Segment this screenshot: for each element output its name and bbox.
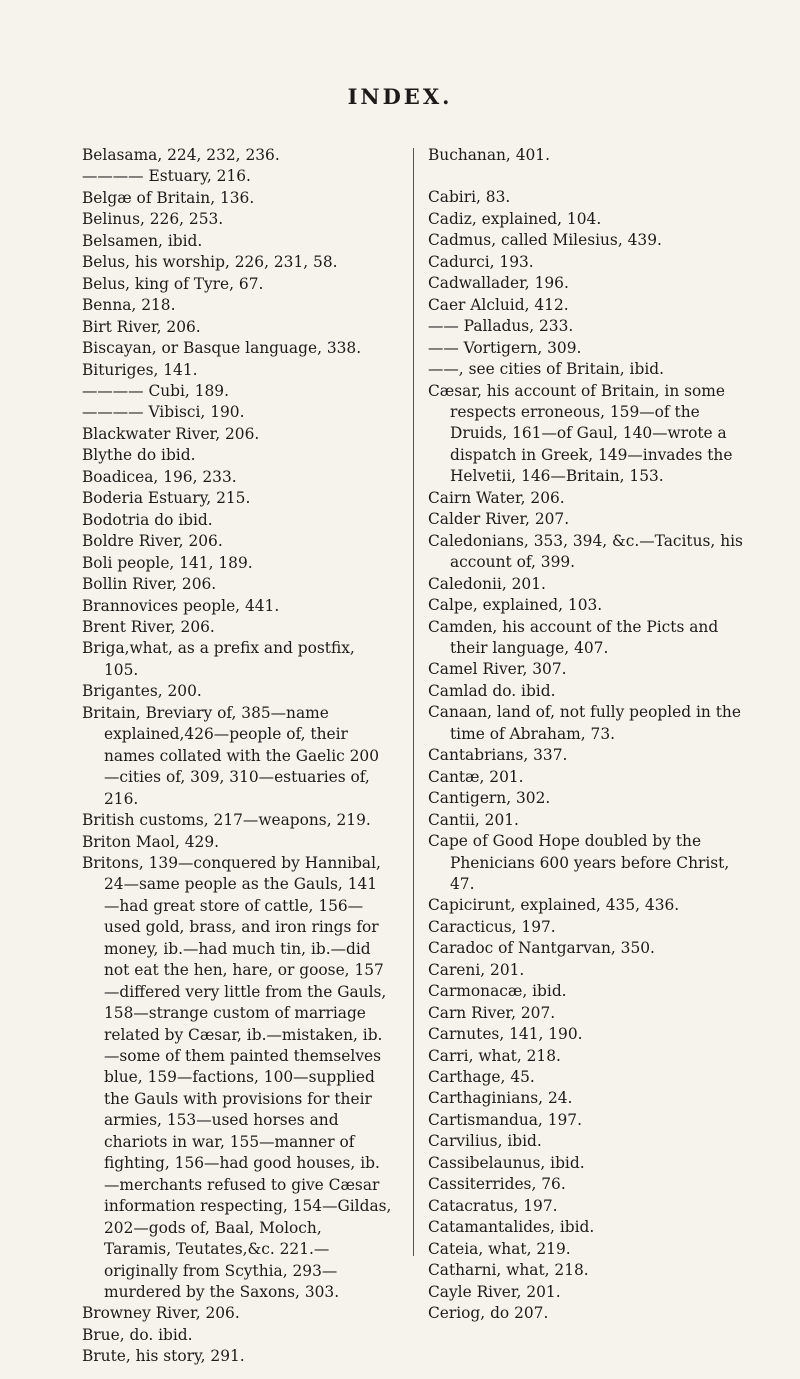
index-entry: Brigantes, 200. (82, 682, 202, 701)
index-entry: Brue, do. ibid. (82, 1325, 193, 1344)
page-title: INDEX. (347, 84, 453, 109)
index-entry: Calder River, 207. (428, 510, 570, 529)
index-entry: Belasama, 224, 232, 236. (82, 146, 280, 164)
index-entry: Blackwater River, 206. (82, 424, 260, 443)
index-entry: Cantigern, 302. (428, 789, 551, 808)
index-entry: —— Palladus, 233. (428, 317, 574, 336)
index-entry: Belus, king of Tyre, 67. (82, 274, 264, 293)
index-entry: Caledonians, 353, 394, &c.—Tacitus, his account of, 399. (428, 531, 743, 572)
index-entry: Belgæ of Britain, 136. (82, 188, 255, 207)
index-entry: Calpe, explained, 103. (428, 596, 603, 615)
index-entry: Carthaginians, 24. (428, 1089, 573, 1108)
index-entry: Capicirunt, explained, 435, 436. (428, 896, 680, 915)
index-entry: Carn River, 207. (428, 1003, 556, 1022)
index-entry: Cape of Good Hope doubled by the Phenicians 600 years before Christ, 47. (428, 832, 730, 893)
index-entry: Cassibelaunus, ibid. (428, 1153, 585, 1172)
index-entry: Ceriog, do 207. (428, 1304, 549, 1323)
index-entry: Boderia Estuary, 215. (82, 489, 251, 508)
index-entry: ——, see cities of Britain, ibid. (428, 360, 664, 379)
index-entry: Catharni, what, 218. (428, 1261, 589, 1280)
index-entry: Brannovices people, 441. (82, 596, 280, 615)
index-entry: Carthage, 45. (428, 1068, 535, 1087)
index-entry: Belinus, 226, 253. (82, 210, 224, 229)
index-entry: Cadurci, 193. (428, 252, 534, 271)
index-entry: Boldre River, 206. (82, 532, 223, 551)
index-entry: Camel River, 307. (428, 660, 567, 679)
index-entry: Cantæ, 201. (428, 767, 524, 786)
index-entry: Brent River, 206. (82, 617, 215, 636)
index-entry: Carmonacæ, ibid. (428, 982, 567, 1001)
index-entry: Cartismandua, 197. (428, 1110, 582, 1129)
index-entry: Cadmus, called Milesius, 439. (428, 231, 662, 250)
index-entry: Cadwallader, 196. (428, 274, 569, 293)
index-entry: Browney River, 206. (82, 1304, 240, 1323)
index-entry: Caledonii, 201. (428, 574, 546, 593)
column-divider (413, 148, 414, 1256)
index-entry: Cantabrians, 337. (428, 746, 568, 765)
index-entry: ———— Estuary, 216. (82, 167, 251, 186)
index-entry: Briton Maol, 429. (82, 832, 220, 851)
index-entry: Benna, 218. (82, 296, 176, 315)
index-entry: British customs, 217—weapons, 219. (82, 811, 371, 830)
index-entry: Biscayan, or Basque language, 338. (82, 339, 362, 358)
index-entry: Belus, his worship, 226, 231, 58. (82, 253, 338, 272)
index-entry: Boli people, 141, 189. (82, 553, 253, 572)
index-entry: Cabiri, 83. (428, 188, 511, 207)
right-column (428, 145, 756, 1324)
index-entry: Cateia, what, 219. (428, 1239, 571, 1258)
index-entry: Camden, his account of the Picts and their language, 407. (428, 617, 719, 657)
index-entry: Britain, Breviary of, 385—name explained,426—people of, their names collated with the Gaelic 200—cities of, 309, 310—estuaries of, 216. (82, 703, 380, 808)
index-entry: Briga,what, as a prefix and postfix, 105. (82, 639, 355, 679)
index-entry: ———— Vibisci, 190. (82, 403, 245, 422)
index-entry: Boadicea, 196, 233. (82, 467, 237, 486)
index-entry: Catacratus, 197. (428, 1196, 558, 1215)
index-entry: Cairn Water, 206. (428, 488, 565, 507)
index-entry: Cæsar, his account of Britain, in some respects erroneous, 159—of the Druids, 161—of Gaul, 140—wrote a dispatch in Greek, 149—invades the Helvetii, 146—Britain, 153. (428, 381, 733, 486)
index-entry: Blythe do ibid. (82, 446, 196, 465)
index-entry: Camlad do. ibid. (428, 681, 556, 700)
index-entry: Careni, 201. (428, 960, 525, 979)
index-entry: Cantii, 201. (428, 810, 519, 829)
index-entry: Carvilius, ibid. (428, 1132, 542, 1151)
index-entry: Caracticus, 197. (428, 917, 556, 936)
left-column (82, 145, 392, 1368)
index-entry: Carnutes, 141, 190. (428, 1025, 583, 1044)
index-entry: Cadiz, explained, 104. (428, 209, 602, 228)
index-entry: Belsamen, ibid. (82, 231, 203, 250)
index-entry: Bodotria do ibid. (82, 510, 213, 529)
index-entry: Carri, what, 218. (428, 1046, 561, 1065)
index-entry: Caradoc of Nantgarvan, 350. (428, 939, 655, 958)
index-entry: Canaan, land of, not fully peopled in the time of Abraham, 73. (428, 703, 741, 743)
index-entry: Birt River, 206. (82, 317, 201, 336)
index-entry: Cassiterrides, 76. (428, 1175, 566, 1194)
index-entry: Bituriges, 141. (82, 360, 198, 379)
index-entry: Buchanan, 401. (428, 146, 550, 164)
index-entry: Caer Alcluid, 412. (428, 295, 569, 314)
index-entry: ———— Cubi, 189. (82, 381, 229, 400)
index-entry: Catamantalides, ibid. (428, 1218, 595, 1237)
index-entry: Bollin River, 206. (82, 575, 217, 594)
index-entry: Brute, his story, 291. (82, 1347, 245, 1366)
index-entry: —— Vortigern, 309. (428, 338, 582, 357)
index-entry: Britons, 139—conquered by Hannibal, 24—same people as the Gauls, 141—had great store of cattle, 156—used gold, brass, and iron rings for money, ib.—had much tin, ib.—did not eat the hen, hare, or goose, 157—differed very little from the Gauls, 158—strange custom of marriage related by Cæsar, ib.—mistaken, ib.—some of them painted themselves blue, 159—factions, 100—supplied the Gauls with provisions for their armies, 153—used horses and chariots in war, 155—manner of fighting, 156—had good houses, ib.—merchants refused to give Cæsar information respecting, 154—Gildas, 202—gods of, Baal, Moloch, Taramis, Teutates,&c. 221.—originally from Scythia, 293—murdered by the Saxons, 303. (82, 853, 392, 1302)
index-entry: Cayle River, 201. (428, 1282, 561, 1301)
